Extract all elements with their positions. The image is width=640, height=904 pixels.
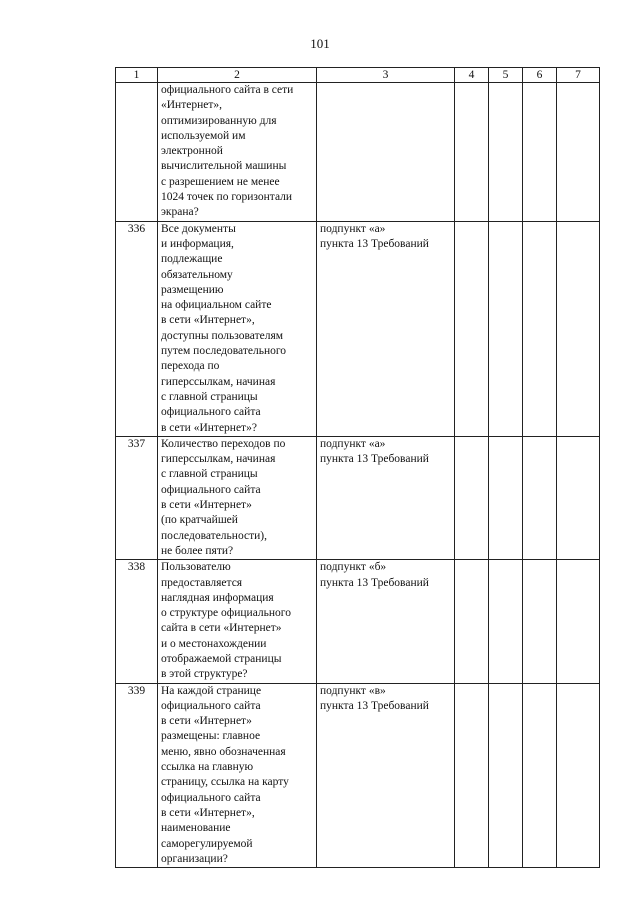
- answer-cell-4[interactable]: [455, 436, 489, 559]
- answer-cell-6[interactable]: [523, 221, 557, 436]
- answer-cell-6[interactable]: [523, 683, 557, 868]
- column-header-3: 3: [317, 68, 455, 83]
- legal-reference: [317, 83, 455, 222]
- row-number: 337: [116, 436, 158, 559]
- answer-cell-5[interactable]: [489, 221, 523, 436]
- requirement-question: На каждой странице официального сайта в сети «Интернет» размещены: главное меню, явно обозначенная ссылка на главную страницу, ссылка на карту официального сайта в сети «Интернет», наименование саморегулируемой организации?: [158, 683, 317, 868]
- legal-reference: подпункт «а» пункта 13 Требований: [317, 436, 455, 559]
- table-row: [116, 83, 600, 222]
- answer-cell-4[interactable]: [455, 83, 489, 222]
- legal-reference: подпункт «б» пункта 13 Требований: [317, 560, 455, 683]
- requirement-question: Пользователю предоставляется наглядная информация о структуре официального сайта в сети «Интернет» и о местонахождении отображаемой страницы в этой структуре?: [158, 560, 317, 683]
- table-row: [116, 560, 600, 683]
- answer-cell-5[interactable]: [489, 683, 523, 868]
- checklist-table: [115, 67, 600, 868]
- header-row: [116, 68, 600, 83]
- answer-cell-5[interactable]: [489, 560, 523, 683]
- column-header-6: 6: [523, 68, 557, 83]
- row-number: [116, 83, 158, 222]
- legal-reference: подпункт «а» пункта 13 Требований: [317, 221, 455, 436]
- requirement-question: Все документы и информация, подлежащие обязательному размещению на официальном сайте в сети «Интернет», доступны пользователям путем последовательного перехода по гиперссылкам, начиная с главной страницы официального сайта в сети «Интернет»?: [158, 221, 317, 436]
- answer-cell-6[interactable]: [523, 436, 557, 559]
- table-row: [116, 436, 600, 559]
- column-header-2: 2: [158, 68, 317, 83]
- column-header-4: 4: [455, 68, 489, 83]
- table-row: [116, 683, 600, 868]
- answer-cell-6[interactable]: [523, 83, 557, 222]
- row-number: 336: [116, 221, 158, 436]
- requirement-question: официального сайта в сети «Интернет», оптимизированную для используемой им электронной вычислительной машины с разрешением не менее 1024 точек по горизонтали экрана?: [158, 83, 317, 222]
- answer-cell-6[interactable]: [523, 560, 557, 683]
- answer-cell-7[interactable]: [557, 221, 600, 436]
- answer-cell-7[interactable]: [557, 560, 600, 683]
- answer-cell-4[interactable]: [455, 683, 489, 868]
- column-header-7: 7: [557, 68, 600, 83]
- column-header-5: 5: [489, 68, 523, 83]
- column-header-1: 1: [116, 68, 158, 83]
- answer-cell-4[interactable]: [455, 221, 489, 436]
- row-number: 338: [116, 560, 158, 683]
- legal-reference: подпункт «в» пункта 13 Требований: [317, 683, 455, 868]
- page-number: 101: [310, 36, 330, 51]
- answer-cell-5[interactable]: [489, 83, 523, 222]
- row-number: 339: [116, 683, 158, 868]
- answer-cell-7[interactable]: [557, 436, 600, 559]
- requirement-question: Количество переходов по гиперссылкам, начиная с главной страницы официального сайта в сети «Интернет» (по кратчайшей последовательности), не более пяти?: [158, 436, 317, 559]
- answer-cell-7[interactable]: [557, 83, 600, 222]
- answer-cell-5[interactable]: [489, 436, 523, 559]
- table-row: [116, 221, 600, 436]
- answer-cell-4[interactable]: [455, 560, 489, 683]
- answer-cell-7[interactable]: [557, 683, 600, 868]
